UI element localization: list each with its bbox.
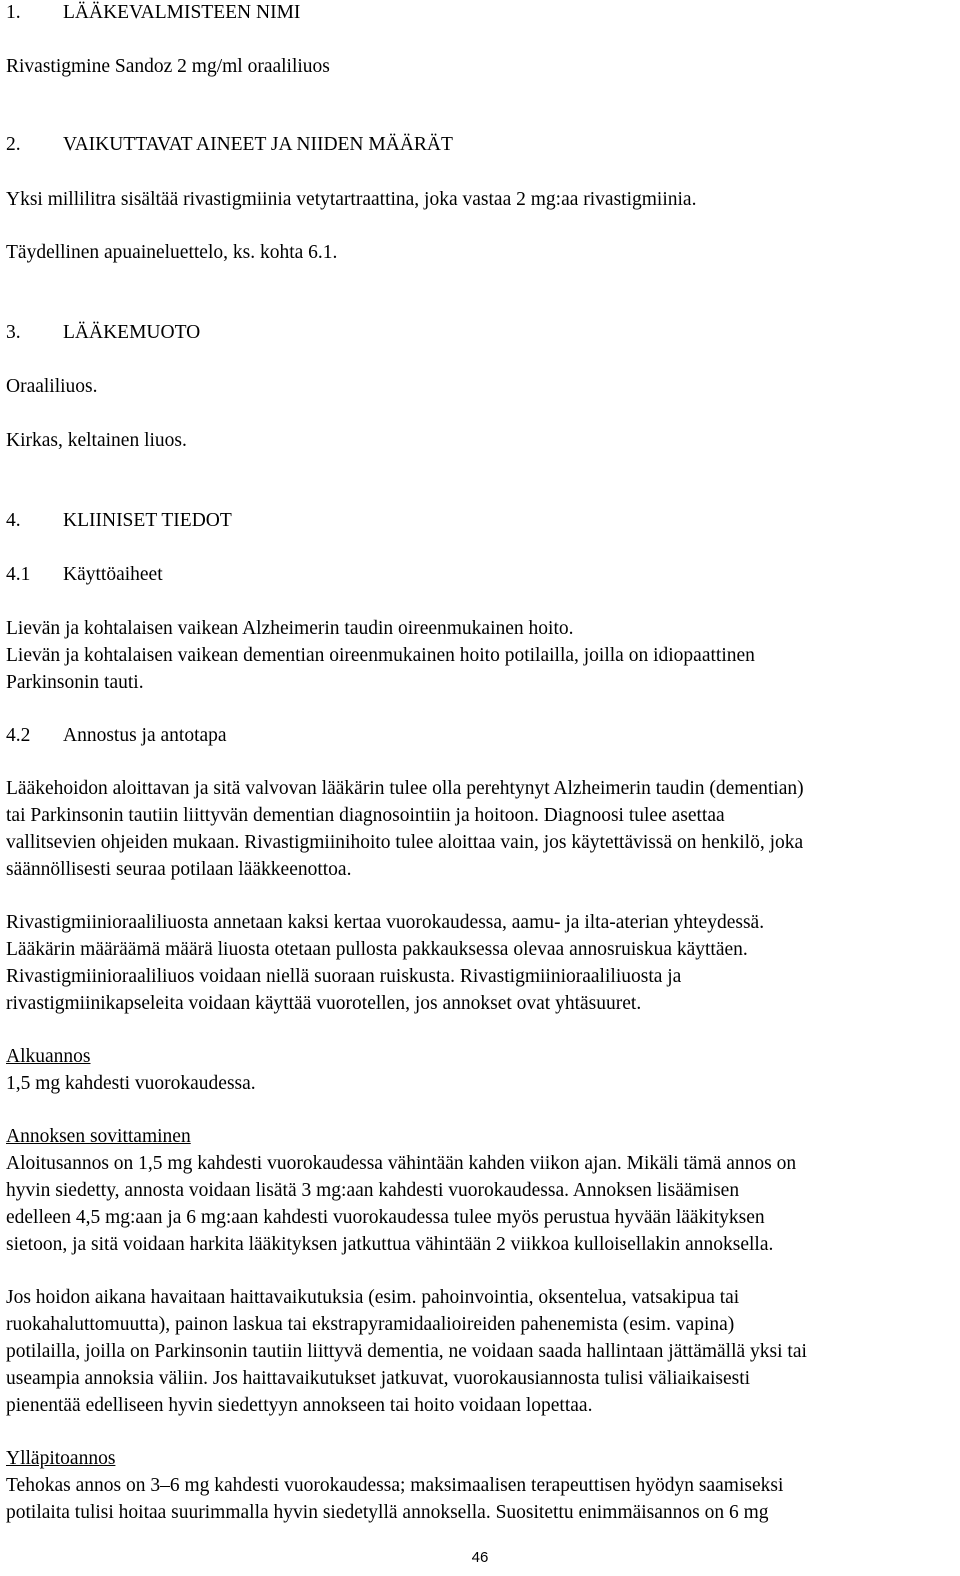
paragraph-line: Lääkärin määräämä määrä liuosta otetaan pullosta pakkauksessa olevaa annosruiskua käyttäen.: [6, 939, 748, 960]
subheading-annoksen-sovittaminen: Annoksen sovittaminen: [6, 1126, 191, 1147]
section-number: 2.: [6, 134, 21, 155]
paragraph-line: sietoon, ja sitä voidaan harkita lääkityksen jatkuttua vähintään 2 viikkoa kulloisellakin annoksella.: [6, 1234, 774, 1255]
paragraph-line: Täydellinen apuaineluettelo, ks. kohta 6.1.: [6, 242, 338, 263]
section-4-1-heading: [6, 563, 163, 587]
section-title: KLIINISET TIEDOT: [63, 510, 232, 531]
section-title: LÄÄKEMUOTO: [63, 322, 201, 343]
product-name: Rivastigmine Sandoz 2 mg/ml oraaliliuos: [6, 56, 330, 77]
subheading-alkuannos: Alkuannos: [6, 1046, 91, 1067]
section-1-heading: [6, 1, 300, 25]
paragraph-line: rivastigmiinikapseleita voidaan käyttää vuorotellen, jos annokset ovat yhtäsuuret.: [6, 993, 642, 1014]
paragraph-line: Lääkehoidon aloittavan ja sitä valvovan lääkärin tulee olla perehtynyt Alzheimerin taudin (dementian): [6, 778, 804, 799]
section-title: VAIKUTTAVAT AINEET JA NIIDEN MÄÄRÄT: [63, 134, 453, 155]
section-number: 3.: [6, 322, 21, 343]
paragraph-line: Rivastigmiinioraaliliuos voidaan niellä suoraan ruiskusta. Rivastigmiinioraaliliuosta ja: [6, 966, 682, 987]
section-number: 1.: [6, 2, 21, 23]
section-number: 4.: [6, 510, 21, 531]
paragraph-line: Lievän ja kohtalaisen vaikean Alzheimerin taudin oireenmukainen hoito.: [6, 618, 574, 639]
paragraph-line: tai Parkinsonin tautiin liittyvän dementian diagnosointiin ja hoitoon. Diagnoosi tulee asettaa: [6, 805, 725, 826]
paragraph-line: Rivastigmiinioraaliliuosta annetaan kaksi kertaa vuorokaudessa, aamu- ja ilta-aterian yhteydessä.: [6, 912, 765, 933]
paragraph-line: Oraaliliuos.: [6, 376, 98, 397]
paragraph-line: pienentää edelliseen hyvin siedettyyn annokseen tai hoito voidaan lopettaa.: [6, 1395, 593, 1416]
section-2-heading: [6, 133, 453, 157]
page-number: 46: [471, 1549, 489, 1566]
section-4-heading: [6, 509, 232, 533]
section-number: 4.2: [6, 725, 31, 746]
section-title: LÄÄKEVALMISTEEN NIMI: [63, 2, 301, 23]
paragraph-line: Tehokas annos on 3–6 mg kahdesti vuorokaudessa; maksimaalisen terapeuttisen hyödyn saamiseksi: [6, 1475, 784, 1496]
section-3-heading: [6, 321, 200, 345]
paragraph-line: edelleen 4,5 mg:aan ja 6 mg:aan kahdesti vuorokaudessa tulee myös perustua hyvään lääkityksen: [6, 1207, 765, 1228]
paragraph-line: säännöllisesti seuraa potilaan lääkkeenottoa.: [6, 859, 352, 880]
paragraph-line: potilailla, joilla on Parkinsonin tautiin liittyvä dementia, ne voidaan saada hallintaan jättämällä yksi tai: [6, 1341, 807, 1362]
paragraph-line: Parkinsonin tauti.: [6, 672, 144, 693]
paragraph-line: Aloitusannos on 1,5 mg kahdesti vuorokaudessa vähintään kahden viikon ajan. Mikäli tämä annos on: [6, 1153, 797, 1174]
section-number: 4.1: [6, 564, 31, 585]
paragraph-line: useampia annoksia väliin. Jos haittavaikutukset jatkuvat, vuorokausiannosta tulisi väliaikaisesti: [6, 1368, 751, 1389]
subheading-yllapitoannos: Ylläpitoannos: [6, 1448, 116, 1469]
paragraph-line: Jos hoidon aikana havaitaan haittavaikutuksia (esim. pahoinvointia, oksentelua, vatsakipua tai: [6, 1287, 740, 1308]
section-title: Annostus ja antotapa: [63, 725, 227, 746]
paragraph-line: Lievän ja kohtalaisen vaikean dementian oireenmukainen hoito potilailla, joilla on idiopaattinen: [6, 645, 755, 666]
paragraph-line: Yksi millilitra sisältää rivastigmiinia vetytartraattina, joka vastaa 2 mg:aa rivastigmiinia.: [6, 189, 697, 210]
paragraph-line: Kirkas, keltainen liuos.: [6, 430, 187, 451]
paragraph-line: potilaita tulisi hoitaa suurimmalla hyvin siedetyllä annoksella. Suositettu enimmäisannos on 6 mg: [6, 1502, 769, 1523]
paragraph-line: hyvin siedetty, annosta voidaan lisätä 3 mg:aan kahdesti vuorokaudessa. Annoksen lisäämisen: [6, 1180, 740, 1201]
paragraph-line: vallitsevien ohjeiden mukaan. Rivastigmiinihoito tulee aloittaa vain, jos käytettävissä on henkilö, joka: [6, 832, 804, 853]
paragraph-line: 1,5 mg kahdesti vuorokaudessa.: [6, 1073, 256, 1094]
section-4-2-heading: [6, 724, 227, 748]
paragraph-line: ruokahaluttomuutta), painon laskua tai ekstrapyramidaalioireiden pahenemista (esim. vapina): [6, 1314, 735, 1335]
section-title: Käyttöaiheet: [63, 564, 163, 585]
